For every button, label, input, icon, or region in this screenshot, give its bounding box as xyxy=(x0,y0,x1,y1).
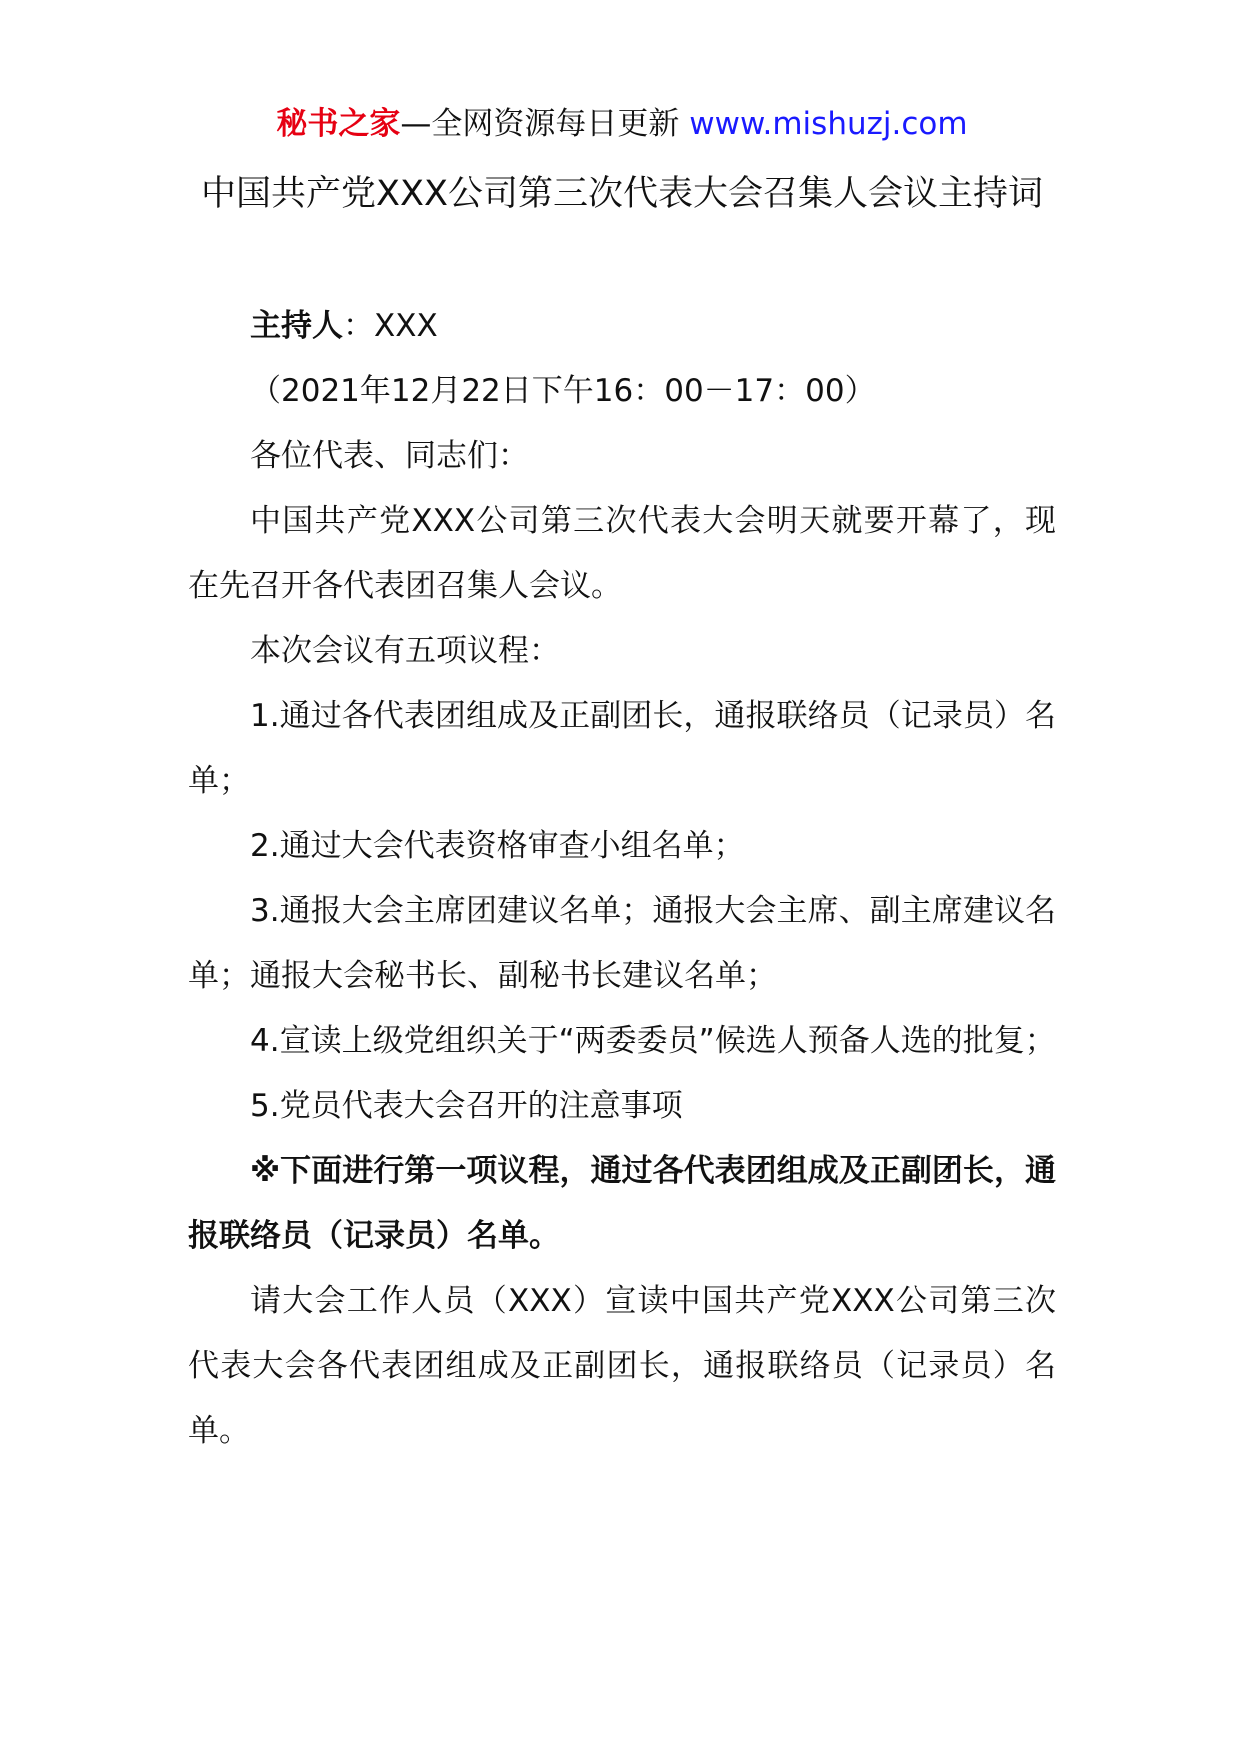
brand-name: 秘书之家 xyxy=(276,106,401,142)
document-body xyxy=(188,294,1056,1464)
greeting: 各位代表、同志们： xyxy=(250,438,529,474)
agenda-item-3: 3.通报大会主席团建议名单；通报大会主席、副主席建议名单；通报大会秘书长、副秘书长建议名单； xyxy=(188,893,1056,994)
intro-paragraph: 中国共产党XXX公司第三次代表大会明天就要开幕了，现在先召开各代表团召集人会议。 xyxy=(188,503,1056,604)
header-slogan: —全网资源每日更新 xyxy=(400,106,680,142)
site-url-link[interactable]: www.mishuzj.com xyxy=(689,106,968,142)
staff-reading-instruction: 请大会工作人员（XXX）宣读中国共产党XXX公司第三次代表大会各代表团组成及正副团长，通报联络员（记录员）名单。 xyxy=(188,1283,1056,1449)
agenda-heading: 本次会议有五项议程： xyxy=(250,633,560,669)
site-header xyxy=(188,100,1056,148)
meeting-time: （2021年12月22日下午16：00－17：00） xyxy=(250,373,876,409)
document-title: 中国共产党XXX公司第三次代表大会召集人会议主持词 xyxy=(201,174,1043,214)
host-label: 主持人 xyxy=(250,308,343,344)
agenda-item-4: 4.宣读上级党组织关于“两委委员”候选人预备人选的批复； xyxy=(250,1023,1056,1059)
first-agenda-announcement: ※下面进行第一项议程，通过各代表团组成及正副团长，通报联络员（记录员）名单。 xyxy=(188,1153,1056,1254)
agenda-item-2: 2.通过大会代表资格审查小组名单； xyxy=(250,828,745,864)
agenda-item-5: 5.党员代表大会召开的注意事项 xyxy=(250,1088,683,1124)
host-line xyxy=(188,294,1056,359)
agenda-item-1: 1.通过各代表团组成及正副团长，通报联络员（记录员）名单； xyxy=(188,698,1056,799)
host-value: ：XXX xyxy=(343,308,438,344)
